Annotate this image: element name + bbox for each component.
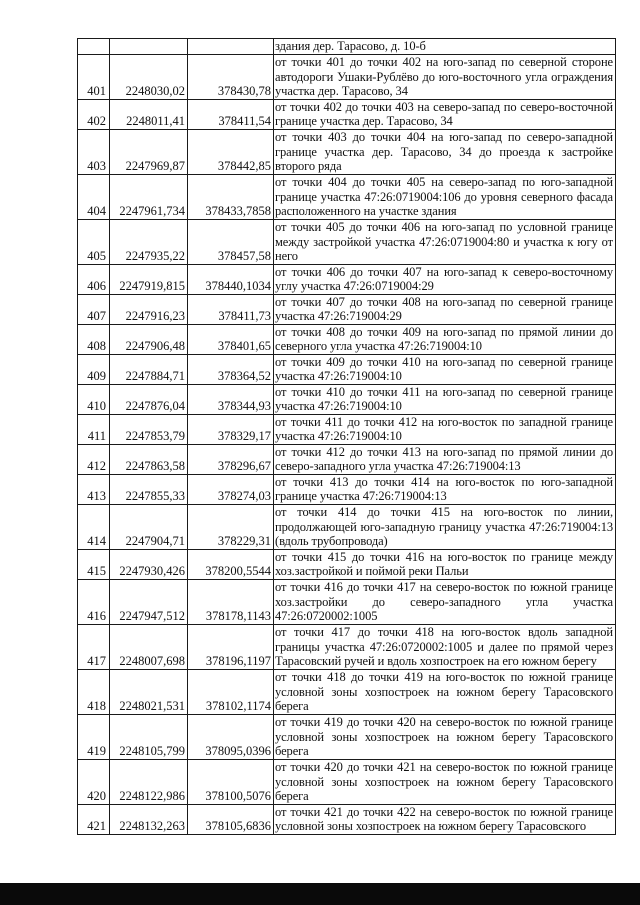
point-number: 421 <box>78 804 110 834</box>
segment-description: от точки 421 до точки 422 на северо-восток по южной границе условной зоны хозпостроек на южном берегу Тарасовского <box>274 804 616 834</box>
segment-description: от точки 413 до точки 414 на юго-восток по юго-западной границе участка 47:26:719004:13 <box>274 474 616 504</box>
point-number: 406 <box>78 264 110 294</box>
point-number: 410 <box>78 384 110 414</box>
coordinate-x: 2247853,79 <box>110 414 188 444</box>
coordinate-y: 378442,85 <box>188 129 274 174</box>
coordinate-x: 2247876,04 <box>110 384 188 414</box>
table-row <box>78 474 616 504</box>
segment-description: от точки 410 до точки 411 на юго-запад по северной границе участка 47:26:719004:10 <box>274 384 616 414</box>
coordinate-y: 378178,1143 <box>188 579 274 624</box>
segment-description: от точки 415 до точки 416 на юго-восток по границе между хоз.застройкой и поймой реки Пальи <box>274 549 616 579</box>
table-row <box>78 444 616 474</box>
coordinate-x: 2247916,23 <box>110 294 188 324</box>
point-number: 416 <box>78 579 110 624</box>
coordinate-x: 2248011,41 <box>110 99 188 129</box>
coordinate-y: 378401,65 <box>188 324 274 354</box>
table-row <box>78 219 616 264</box>
table-row <box>78 294 616 324</box>
point-number: 409 <box>78 354 110 384</box>
segment-description: от точки 407 до точки 408 на юго-запад по северной границе участка 47:26:719004:29 <box>274 294 616 324</box>
segment-description: от точки 412 до точки 413 на юго-запад по прямой линии до северо-западного угла участка 47:26:719004:13 <box>274 444 616 474</box>
table-row <box>78 384 616 414</box>
point-number: 405 <box>78 219 110 264</box>
coordinate-x: 2247947,512 <box>110 579 188 624</box>
table-row <box>78 414 616 444</box>
table-row <box>78 99 616 129</box>
coordinate-x: 2247969,87 <box>110 129 188 174</box>
coordinate-y: 378274,03 <box>188 474 274 504</box>
coordinate-x: 2248105,799 <box>110 714 188 759</box>
table-row <box>78 714 616 759</box>
table-row <box>78 354 616 384</box>
coordinate-y: 378296,67 <box>188 444 274 474</box>
point-number: 403 <box>78 129 110 174</box>
coordinate-x: 2248007,698 <box>110 624 188 669</box>
table-row <box>78 324 616 354</box>
segment-description: от точки 419 до точки 420 на северо-восток по южной границе условной зоны хозпостроек на южном берегу Тарасовского берега <box>274 714 616 759</box>
coordinate-x: 2247863,58 <box>110 444 188 474</box>
segment-description: от точки 404 до точки 405 на северо-запад по юго-западной границе участка 47:26:0719004:106 до уровня северного фасада расположенного на участке здания <box>274 174 616 219</box>
segment-description: от точки 420 до точки 421 на северо-восток по южной границе условной зоны хозпостроек на южном берегу Тарасовского берега <box>274 759 616 804</box>
coordinate-y: 378364,52 <box>188 354 274 384</box>
segment-description: от точки 416 до точки 417 на северо-восток по южной границе хоз.застройки до северо-западного угла участка 47:26:0720002:1005 <box>274 579 616 624</box>
coordinate-y: 378440,1034 <box>188 264 274 294</box>
table-row <box>78 549 616 579</box>
table-row <box>78 624 616 669</box>
coordinate-x: 2248021,531 <box>110 669 188 714</box>
table-row <box>78 759 616 804</box>
coordinate-x: 2247904,71 <box>110 504 188 549</box>
point-number: 408 <box>78 324 110 354</box>
point-number: 407 <box>78 294 110 324</box>
table-row <box>78 504 616 549</box>
coordinate-x: 2247961,734 <box>110 174 188 219</box>
segment-description: от точки 405 до точки 406 на юго-запад по условной границе между застройкой участка 47:26:0719004:80 и участка к югу от него <box>274 219 616 264</box>
coordinate-y: 378411,54 <box>188 99 274 129</box>
segment-description: от точки 401 до точки 402 на юго-запад по северной стороне автодороги Ушаки-Рублёво до юго-восточного угла ограждения участка дер. Тарасово, 34 <box>274 54 616 99</box>
point-number: 420 <box>78 759 110 804</box>
coordinate-x <box>110 39 188 55</box>
point-number: 402 <box>78 99 110 129</box>
segment-description: от точки 406 до точки 407 на юго-запад к северо-восточному углу участка 47:26:0719004:29 <box>274 264 616 294</box>
coordinate-x: 2247884,71 <box>110 354 188 384</box>
table-row <box>78 264 616 294</box>
table-row <box>78 174 616 219</box>
table-row <box>78 669 616 714</box>
coordinate-x: 2248122,986 <box>110 759 188 804</box>
boundary-points-table-wrapper <box>77 38 615 835</box>
segment-description: от точки 417 до точки 418 на юго-восток вдоль западной границы участка 47:26:0720002:1005 и далее по прямой через Тарасовский ручей и вдоль хозпостроек на его южном берегу <box>274 624 616 669</box>
coordinate-x: 2247855,33 <box>110 474 188 504</box>
coordinate-x: 2248132,263 <box>110 804 188 834</box>
boundary-points-table <box>77 38 616 835</box>
table-row <box>78 39 616 55</box>
segment-description: здания дер. Тарасово, д. 10-б <box>274 39 616 55</box>
table-body <box>78 39 616 835</box>
segment-description: от точки 403 до точки 404 на юго-запад по северо-западной границе участка дер. Тарасово, 34 до проезда к застройке второго ряда <box>274 129 616 174</box>
coordinate-y: 378411,73 <box>188 294 274 324</box>
coordinate-y: 378344,93 <box>188 384 274 414</box>
point-number: 415 <box>78 549 110 579</box>
point-number <box>78 39 110 55</box>
coordinate-y: 378329,17 <box>188 414 274 444</box>
point-number: 417 <box>78 624 110 669</box>
point-number: 404 <box>78 174 110 219</box>
coordinate-y: 378430,78 <box>188 54 274 99</box>
coordinate-y: 378102,1174 <box>188 669 274 714</box>
coordinate-y: 378095,0396 <box>188 714 274 759</box>
table-row <box>78 579 616 624</box>
coordinate-y <box>188 39 274 55</box>
coordinate-x: 2247935,22 <box>110 219 188 264</box>
coordinate-y: 378200,5544 <box>188 549 274 579</box>
point-number: 411 <box>78 414 110 444</box>
segment-description: от точки 418 до точки 419 на юго-восток по южной границе условной зоны хозпостроек на южном берегу Тарасовского берега <box>274 669 616 714</box>
coordinate-y: 378196,1197 <box>188 624 274 669</box>
segment-description: от точки 411 до точки 412 на юго-восток по западной границе участка 47:26:719004:10 <box>274 414 616 444</box>
coordinate-y: 378457,58 <box>188 219 274 264</box>
table-row <box>78 804 616 834</box>
segment-description: от точки 409 до точки 410 на юго-запад по северной границе участка 47:26:719004:10 <box>274 354 616 384</box>
segment-description: от точки 402 до точки 403 на северо-запад по северо-восточной границе участка дер. Тарасово, 34 <box>274 99 616 129</box>
coordinate-x: 2247919,815 <box>110 264 188 294</box>
table-row <box>78 54 616 99</box>
coordinate-y: 378229,31 <box>188 504 274 549</box>
coordinate-x: 2248030,02 <box>110 54 188 99</box>
coordinate-y: 378433,7858 <box>188 174 274 219</box>
point-number: 419 <box>78 714 110 759</box>
point-number: 401 <box>78 54 110 99</box>
coordinate-y: 378105,6836 <box>188 804 274 834</box>
coordinate-x: 2247906,48 <box>110 324 188 354</box>
table-row <box>78 129 616 174</box>
point-number: 413 <box>78 474 110 504</box>
point-number: 414 <box>78 504 110 549</box>
coordinate-x: 2247930,426 <box>110 549 188 579</box>
point-number: 418 <box>78 669 110 714</box>
coordinate-y: 378100,5076 <box>188 759 274 804</box>
segment-description: от точки 408 до точки 409 на юго-запад по прямой линии до северного угла участка 47:26:719004:10 <box>274 324 616 354</box>
segment-description: от точки 414 до точки 415 на юго-восток по линии, продолжающей юго-западную границу участка 47:26:719004:13 (вдоль трубопровода) <box>274 504 616 549</box>
scan-bottom-edge <box>0 883 640 905</box>
point-number: 412 <box>78 444 110 474</box>
